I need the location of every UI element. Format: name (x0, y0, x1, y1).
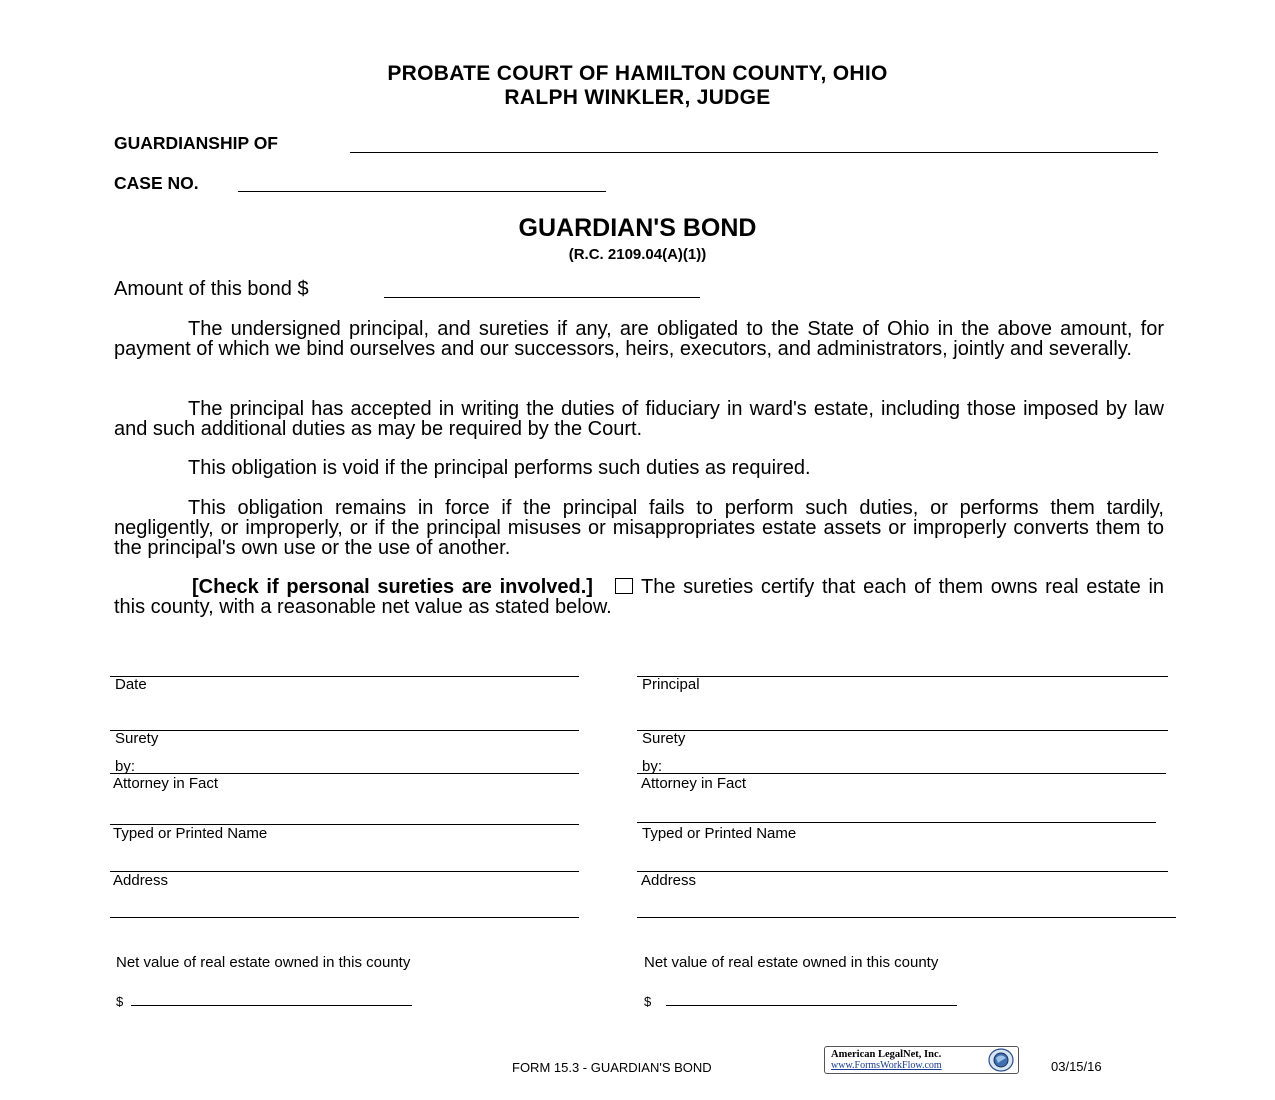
left-address-label: Address (113, 872, 169, 889)
left-net-value-field[interactable] (131, 1005, 412, 1006)
right-by-label: by: (642, 758, 663, 775)
left-attorney-line[interactable] (110, 773, 579, 774)
paragraph-void (114, 458, 1164, 478)
left-typed-name-label: Typed or Printed Name (113, 825, 268, 842)
paragraph-in-force-text: This obligation remains in force if the principal fails to perform such duties, or performs them tardily, negligently, or improperly, or if the principal misuses or misappropriates estate assets or improperly converts them to the principal's own use or the use of another. (114, 497, 1164, 559)
right-dollar-sign: $ (644, 994, 652, 1009)
right-net-value-field[interactable] (666, 1005, 957, 1006)
bond-amount-label: Amount of this bond $ (114, 278, 309, 300)
personal-sureties-checkbox[interactable] (615, 578, 633, 594)
paragraph-in-force (114, 498, 1164, 558)
case-number-field[interactable] (238, 191, 606, 192)
paragraph-void-text: This obligation is void if the principal performs such duties as required. (188, 457, 811, 479)
case-number-label: CASE NO. (114, 173, 199, 193)
paragraph-obligation-text: The undersigned principal, and sureties if any, are obligated to the State of Ohio in the above amount, for payment of which we bind ourselves and our successors, heirs, executors, and administrators, jointly and severally. (114, 318, 1164, 360)
bond-amount-field[interactable] (384, 297, 700, 298)
left-surety-line[interactable] (110, 730, 579, 731)
guardianship-label: GUARDIANSHIP OF (114, 133, 278, 153)
right-address-line-2[interactable] (637, 917, 1176, 918)
right-net-value-label: Net value of real estate owned in this county (644, 954, 939, 971)
statute-reference: (R.C. 2109.04(A)(1)) (568, 246, 707, 263)
revision-date: 03/15/16 (1051, 1059, 1102, 1074)
globe-icon (988, 1048, 1014, 1072)
principal-line[interactable] (637, 676, 1168, 677)
left-surety-label: Surety (115, 730, 159, 747)
date-line[interactable] (110, 676, 579, 677)
court-name: PROBATE COURT OF HAMILTON COUNTY, OHIO (387, 62, 888, 85)
date-label: Date (115, 676, 147, 693)
right-surety-label: Surety (642, 730, 686, 747)
form-number: FORM 15.3 - GUARDIAN'S BOND (512, 1060, 712, 1075)
guardianship-field[interactable] (350, 152, 1158, 153)
left-address-line-2[interactable] (110, 917, 579, 918)
right-typed-name-label: Typed or Printed Name (642, 825, 797, 842)
sureties-certify-text: The sureties certify that each of them owns real estate in this county, with a reasonable net value as stated below. (114, 576, 1165, 618)
left-net-value-label: Net value of real estate owned in this county (116, 954, 411, 971)
sureties-check-label: [Check if personal sureties are involved.] (192, 576, 593, 598)
right-typed-name-line[interactable] (637, 822, 1156, 823)
paragraph-sureties (114, 577, 1164, 617)
left-by-label: by: (115, 758, 136, 775)
paragraph-duties-text: The principal has accepted in writing the duties of fiduciary in ward's estate, including those imposed by law and such additional duties as may be required by the Court. (114, 398, 1164, 440)
judge-name: RALPH WINKLER, JUDGE (504, 86, 771, 109)
right-surety-line[interactable] (637, 730, 1168, 731)
paragraph-obligation (114, 319, 1164, 359)
principal-label: Principal (642, 676, 700, 693)
left-attorney-label: Attorney in Fact (113, 775, 219, 792)
logo-company-name: American LegalNet, Inc. (831, 1049, 942, 1060)
right-address-line[interactable] (637, 871, 1168, 872)
logo-website-link[interactable]: www.FormsWorkFlow.com (831, 1060, 942, 1071)
right-attorney-line[interactable] (637, 773, 1166, 774)
american-legalnet-logo[interactable] (824, 1046, 1019, 1074)
right-attorney-label: Attorney in Fact (641, 775, 747, 792)
left-dollar-sign: $ (116, 994, 124, 1009)
left-address-line[interactable] (110, 871, 579, 872)
form-title: GUARDIAN'S BOND (518, 214, 757, 242)
paragraph-duties (114, 399, 1164, 439)
right-address-label: Address (641, 872, 697, 889)
